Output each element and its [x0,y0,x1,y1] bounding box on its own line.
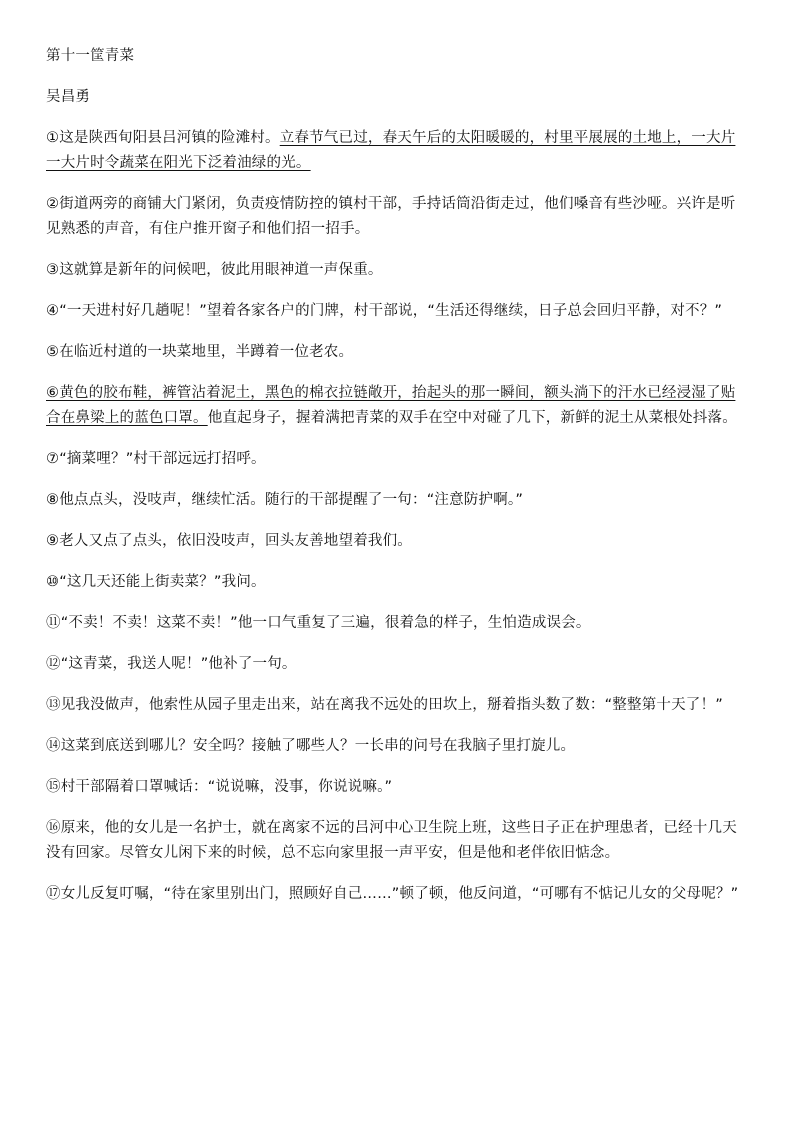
paragraph-8 [46,488,750,513]
paragraph-text-tail: 他直起身子，握着满把青菜的双手在空中对碰了几下，新鲜的泥土从菜根处抖落。 [207,410,737,426]
article-title: 第十一筐青菜 [46,48,135,64]
paragraph-text: ④“一天进村好几趟呢！”望着各家各户的门牌，村干部说，“生活还得继续，日子总会回归平静，对不？” [46,303,723,319]
underlined-text: ⑥黄色的胶布鞋，裤管沾着泥土，黑色的棉衣拉链敞开，抬起头的那一瞬间，额头淌下的汗水已经浸湿了贴合在鼻梁上的蓝色口罩。 [46,385,736,426]
paragraph-11 [46,611,750,636]
paragraph-text: ⑪“不卖！不卖！这菜不卖！”他一口气重复了三遍，很着急的样子，生怕造成误会。 [46,615,591,631]
paragraph-text: ②街道两旁的商铺大门紧闭，负责疫情防控的镇村干部，手持话筒沿街走过，他们嗓音有些沙哑。兴许是听见熟悉的声音，有住户推开窗子和他们招一招手。 [46,196,736,237]
paragraph-7 [46,447,750,472]
paragraph-9 [46,529,750,554]
paragraph-text: ⑧他点点头，没吱声，继续忙活。随行的干部提醒了一句：“注意防护啊。” [46,492,524,508]
paragraph-10 [46,570,750,595]
underlined-text: 立春节气已过，春天午后的太阳暖暖的，村里平展展的土地上，一大片一大片时令蔬菜在阳光下泛着油绿的光。 [46,130,736,171]
paragraph-5 [46,340,750,365]
paragraph-14 [46,734,750,759]
paragraph-text: ⑤在临近村道的一块菜地里，半蹲着一位老农。 [46,344,354,360]
paragraph-2 [46,192,750,242]
paragraph-3 [46,258,750,283]
paragraph-text: ⑫“这青菜，我送人呢！”他补了一句。 [46,656,297,672]
paragraph-12 [46,652,750,677]
paragraph-text: ⑭这菜到底送到哪儿？安全吗？接触了哪些人？一长串的问号在我脑子里打旋儿。 [46,738,576,754]
paragraph-17 [46,882,750,907]
paragraph-text: ③这就算是新年的问候吧，彼此用眼神道一声保重。 [46,262,383,278]
paragraph-13 [46,693,750,718]
paragraph-text: ⑩“这几天还能上街卖菜？”我问。 [46,574,266,590]
paragraph-text: ⑬见我没做声，他索性从园子里走出来，站在离我不远处的田坎上，掰着指头数了数：“整整第十天了！” [46,697,723,713]
paragraph-text: ⑮村干部隔着口罩喊话：“说说嘛，没事，你说说嘛。” [46,779,393,795]
paragraph-6 [46,381,750,431]
paragraph-text: ⑰女儿反复叮嘱，“待在家里别出门，照顾好自己……”顿了顿，他反问道，“可哪有不惦记儿女的父母呢？” [46,886,739,902]
paragraph-text: ⑦“摘菜哩？”村干部远远打招呼。 [46,451,266,467]
paragraph-4 [46,299,750,324]
paragraph-16 [46,816,750,866]
paragraph-1 [46,126,750,176]
article-author: 吴昌勇 [46,89,91,105]
document-page [46,44,750,923]
paragraph-text: ⑯原来，他的女儿是一名护士，就在离家不远的吕河中心卫生院上班，这些日子正在护理患者，已经十几天没有回家。尽管女儿闲下来的时候，总不忘向家里报一声平安，但是他和老伴依旧惦念。 [46,820,737,861]
paragraph-text: ①这是陕西旬阳县吕河镇的险滩村。 [46,130,280,146]
paragraph-15 [46,775,750,800]
paragraph-text: ⑨老人又点了点头，依旧没吱声，回头友善地望着我们。 [46,533,412,549]
